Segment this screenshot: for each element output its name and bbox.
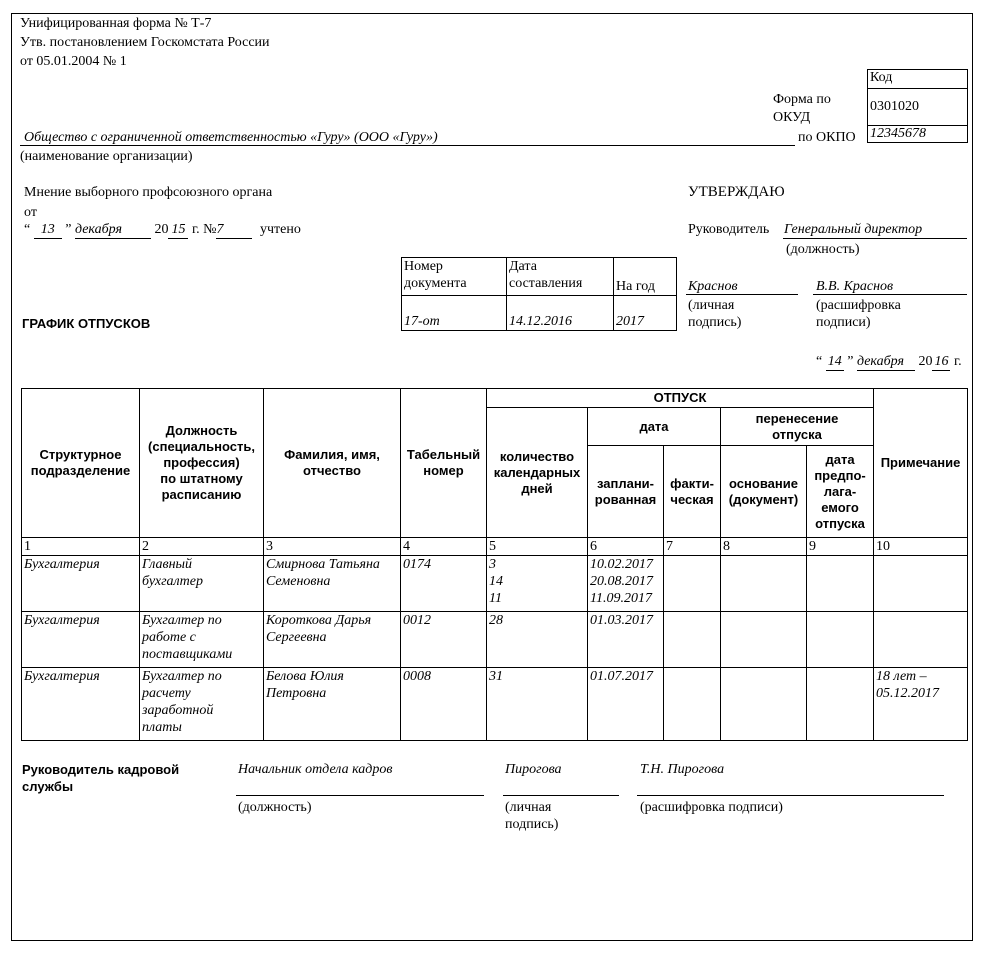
okud-code: 0301020 [868, 89, 968, 126]
cell-expected-date [807, 668, 874, 741]
approval-signature-underline [686, 294, 798, 295]
quote-open: “ [24, 222, 31, 237]
okpo-label: по ОКПО [798, 130, 856, 145]
union-number-label: г. № [191, 222, 217, 237]
header-department: Структурное подразделение [22, 389, 140, 538]
hr-signature-caption: (личная подпись) [505, 800, 559, 832]
hr-signature: Пирогова [505, 762, 562, 777]
header-basis: основание (документ) [721, 446, 807, 538]
cell-basis [721, 668, 807, 741]
cell-planned: 10.02.2017 20.08.2017 11.09.2017 [588, 556, 664, 612]
okpo-code: 12345678 [868, 126, 968, 143]
header-expected-date: дата предпо- лага- емого отпуска [807, 446, 874, 538]
approval-name-caption: (расшифровка подписи) [816, 298, 901, 330]
union-opinion-line1: Мнение выборного профсоюзного органа [24, 185, 273, 200]
cell-actual [664, 556, 721, 612]
cell-planned: 01.03.2017 [588, 612, 664, 668]
doc-date-header: Дата составления [507, 258, 614, 296]
document-title: ГРАФИК ОТПУСКОВ [22, 316, 151, 331]
cell-department: Бухгалтерия [22, 668, 140, 741]
header-position: Должность (специальность, профессия) по штатному расписанию [140, 389, 264, 538]
form-header-line2: Утв. постановлением Госкомстата России [20, 35, 270, 50]
approval-position-caption: (должность) [786, 242, 860, 257]
approval-position-underline [783, 238, 967, 239]
header-vacation: ОТПУСК [487, 389, 874, 408]
doc-number-value: 17-от [402, 296, 507, 331]
header-name: Фамилия, имя, отчество [264, 389, 401, 538]
quote-close: ” [65, 222, 72, 237]
cell-basis [721, 612, 807, 668]
union-opinion-from: от [24, 205, 37, 220]
cell-name: Короткова Дарья Сергеевна [264, 612, 401, 668]
col-number: 4 [401, 538, 487, 556]
hr-label: Руководитель кадровой службы [22, 762, 180, 794]
table-row [22, 556, 968, 612]
col-number: 5 [487, 538, 588, 556]
organization-name: Общество с ограниченной ответственностью «Гуру» (ООО «Гуру») [24, 130, 438, 145]
cell-name: Смирнова Татьяна Семеновна [264, 556, 401, 612]
col-number: 3 [264, 538, 401, 556]
approval-signature: Краснов [688, 279, 738, 294]
cell-department: Бухгалтерия [22, 612, 140, 668]
approval-name: В.В. Краснов [816, 279, 894, 294]
doc-date-value: 14.12.2016 [507, 296, 614, 331]
approval-quote-open: “ [816, 354, 823, 369]
cell-tab-number: 0174 [401, 556, 487, 612]
cell-days: 28 [487, 612, 588, 668]
approval-year: 16 [934, 354, 949, 369]
organization-underline [20, 145, 795, 146]
approval-date-line [816, 353, 962, 371]
cell-tab-number: 0008 [401, 668, 487, 741]
form-header-line1: Унифицированная форма № Т-7 [20, 16, 212, 31]
approval-year-suffix: г. [953, 354, 962, 369]
approval-year-prefix: 20 [918, 354, 933, 369]
approval-day: 14 [827, 354, 842, 369]
hr-position-underline [236, 795, 484, 796]
kod-header: Код [868, 70, 968, 89]
approval-position: Генеральный директор [784, 222, 923, 237]
cell-days: 3 14 11 [487, 556, 588, 612]
col-number: 8 [721, 538, 807, 556]
approval-name-underline [813, 294, 967, 295]
hr-name: Т.Н. Пирогова [640, 762, 725, 777]
col-number: 6 [588, 538, 664, 556]
union-month: декабря [75, 221, 151, 239]
cell-name: Белова Юлия Петровна [264, 668, 401, 741]
cell-position: Бухгалтер по расчету заработной платы [140, 668, 264, 741]
cell-note [874, 612, 968, 668]
hr-name-caption: (расшифровка подписи) [640, 800, 783, 815]
col-number: 9 [807, 538, 874, 556]
approval-quote-close: ” [847, 354, 854, 369]
union-day: 13 [34, 221, 62, 239]
cell-tab-number: 0012 [401, 612, 487, 668]
document-box [401, 257, 677, 331]
cell-basis [721, 556, 807, 612]
form-header-line3: от 05.01.2004 № 1 [20, 54, 127, 69]
cell-department: Бухгалтерия [22, 556, 140, 612]
approval-month: декабря [857, 353, 915, 371]
header-actual: факти- ческая [664, 446, 721, 538]
header-transfer: перенесение отпуска [721, 408, 874, 446]
union-year-prefix: 20 [154, 222, 169, 237]
header-date-group: дата [588, 408, 721, 446]
okud-label-1: Форма по [773, 92, 831, 107]
cell-position: Бухгалтер по работе с поставщиками [140, 612, 264, 668]
cell-expected-date [807, 556, 874, 612]
union-year: 15 [168, 221, 188, 239]
cell-note [874, 556, 968, 612]
doc-year-header: На год [614, 258, 677, 296]
hr-position: Начальник отдела кадров [238, 762, 393, 777]
cell-days: 31 [487, 668, 588, 741]
union-opinion-date-line [24, 221, 301, 239]
vacation-schedule-table [21, 388, 968, 741]
organization-caption: (наименование организации) [20, 149, 193, 164]
hr-signature-underline [503, 795, 619, 796]
okud-label-2: ОКУД [773, 110, 811, 125]
cell-note: 18 лет – 05.12.2017 [874, 668, 968, 741]
cell-position: Главный бухгалтер [140, 556, 264, 612]
col-number: 10 [874, 538, 968, 556]
codes-box [867, 69, 968, 143]
approval-signature-caption: (личная подпись) [688, 298, 742, 330]
hr-position-caption: (должность) [238, 800, 312, 815]
approval-head-label: Руководитель [688, 222, 770, 237]
col-number: 2 [140, 538, 264, 556]
cell-actual [664, 612, 721, 668]
col-number: 7 [664, 538, 721, 556]
cell-planned: 01.07.2017 [588, 668, 664, 741]
approval-title: УТВЕРЖДАЮ [688, 184, 785, 200]
doc-year-value: 2017 [614, 296, 677, 331]
hr-name-underline [637, 795, 944, 796]
union-taken: учтено [259, 222, 301, 237]
header-days: количество календарных дней [487, 408, 588, 538]
col-number: 1 [22, 538, 140, 556]
table-row [22, 668, 968, 741]
header-note: Примечание [874, 389, 968, 538]
header-tab-number: Табельный номер [401, 389, 487, 538]
cell-expected-date [807, 612, 874, 668]
table-row [22, 612, 968, 668]
union-number: 7 [216, 221, 252, 239]
doc-number-header: Номер документа [402, 258, 507, 296]
cell-actual [664, 668, 721, 741]
header-planned: заплани- рованная [588, 446, 664, 538]
